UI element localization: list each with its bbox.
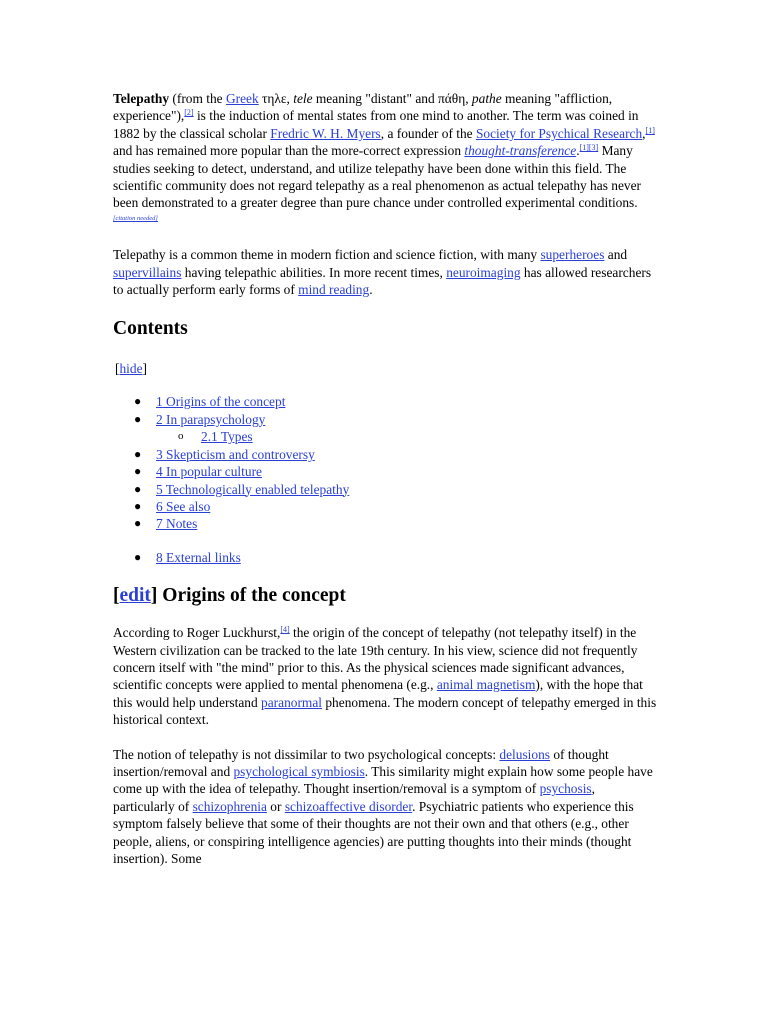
bullet-icon: ● <box>134 464 142 479</box>
reference-1-3[interactable]: [1][3] <box>579 143 599 153</box>
citation-needed[interactable]: [citation needed] <box>113 214 158 222</box>
bullet-icon: ● <box>134 549 142 564</box>
text-run: tele <box>293 91 313 106</box>
text-run: The notion of telepathy is not dissimilar to two psychological concepts: <box>113 746 500 762</box>
link-mind-reading[interactable]: mind reading <box>298 282 370 298</box>
text-run: , <box>642 125 646 141</box>
reference-2[interactable]: [2] <box>184 108 194 118</box>
text-run: , particularly of <box>113 781 596 814</box>
text-run: [ <box>113 585 120 607</box>
section-title: Origins of the concept <box>157 585 346 607</box>
text-run: of thought insertion/removal and <box>113 746 609 779</box>
toc-link-parapsychology[interactable]: 2 In parapsychology <box>156 411 266 427</box>
origins-paragraph-2 <box>113 746 658 868</box>
toc-item <box>134 411 658 428</box>
bullet-icon: ● <box>134 394 142 409</box>
reference-1[interactable]: [1] <box>645 125 655 135</box>
toc-link-notes[interactable]: 7 Notes <box>156 516 198 532</box>
origins-paragraph-1 <box>113 624 658 728</box>
text-run: Many studies seeking to detect, understand, and utilize telepathy have been done within this field. The scientific community does not regard telepathy as a real phenomenon as actual telepathy has never been demonstrated to a greater degree than pure chance under controlled experimental conditions. <box>113 143 641 211</box>
text-run: ), with the hope that this would help understand <box>113 677 643 710</box>
toc-link-technology[interactable]: 5 Technologically enabled telepathy <box>156 481 350 497</box>
text-run: According to Roger Luckhurst, <box>113 625 281 641</box>
link-psychosis[interactable]: psychosis <box>539 781 592 797</box>
text-run: (from the <box>169 91 226 106</box>
link-neuroimaging[interactable]: neuroimaging <box>446 264 521 280</box>
intro-paragraph-2 <box>113 246 658 298</box>
hide-link[interactable]: hide <box>119 361 143 377</box>
text-run: Telepathy is a common theme in modern fiction and science fiction, with many <box>113 247 541 263</box>
toc-item <box>134 446 658 463</box>
text-run: . <box>369 282 373 298</box>
link-psychological-symbiosis[interactable]: psychological symbiosis <box>233 763 365 779</box>
text-run: having telepathic abilities. In more recent times, <box>181 264 447 280</box>
link-spr[interactable]: Society for Psychical Research <box>475 125 643 141</box>
text-run: the origin of the concept of telepathy (not telepathy itself) in the Western civilization can be tracked to the late 19th century. In his view, science did not frequently concern itself with "the mind" prior to this. As the physical sciences made significant advances, scientific concepts were applied to mental phenomena (e.g., <box>113 625 638 693</box>
contents-heading: Contents <box>113 318 188 340</box>
article-body <box>113 90 658 867</box>
toc-link-external-links[interactable]: 8 External links <box>156 549 241 565</box>
text-run: and has remained more popular than the more-correct expression <box>113 143 465 159</box>
text-run: and <box>604 247 628 263</box>
edit-section-link[interactable]: edit <box>119 585 151 607</box>
link-schizophrenia[interactable]: schizophrenia <box>192 798 267 814</box>
text-run: or <box>266 798 285 814</box>
link-superheroes[interactable]: superheroes <box>540 247 605 263</box>
text-run: pathe <box>471 91 502 106</box>
link-greek[interactable]: Greek <box>225 91 259 106</box>
toc-item <box>134 393 658 410</box>
bullet-icon: ● <box>134 446 142 461</box>
toc-item <box>134 481 658 498</box>
bullet-icon: ● <box>134 411 142 426</box>
reference-4[interactable]: [4] <box>280 625 290 635</box>
bullet-icon: ● <box>134 516 142 531</box>
text-run: is the induction of mental states from one mind to another. The term was coined in 1882 by the classical scholar <box>113 108 639 141</box>
text-run: ] <box>150 585 158 607</box>
link-thought-transference[interactable] <box>464 143 576 158</box>
toc-item <box>134 515 658 532</box>
link-animal-magnetism[interactable]: animal magnetism <box>436 677 536 693</box>
toc-item-sub <box>156 428 658 445</box>
text-run: . Psychiatric patients who experience this symptom falsely believe that some of their thoughts are not their own and that others (e.g., other people, aliens, or conspiring intelligence agencies) are putting thoughts into their minds (thought insertion). Some <box>113 798 634 866</box>
text-run: has allowed researchers to actually perform early forms of <box>113 264 652 298</box>
link-schizoaffective-disorder[interactable]: schizoaffective disorder <box>284 798 413 814</box>
toc-hide-toggle <box>113 360 658 377</box>
bullet-icon: ● <box>134 481 142 496</box>
text-run: phenomena. The modern concept of telepathy emerged in this historical context. <box>113 694 657 728</box>
toc-link-popular-culture[interactable]: 4 In popular culture <box>156 464 262 480</box>
link-supervillains[interactable]: supervillains <box>113 264 182 280</box>
link-delusions[interactable]: delusions <box>499 746 550 762</box>
toc-item <box>134 498 658 515</box>
toc-item <box>134 549 658 566</box>
section-heading-origins <box>113 584 658 608</box>
link-paranormal[interactable]: paranormal <box>261 694 323 710</box>
text-run: , a founder of the <box>380 125 476 141</box>
text-run: meaning "distant" and πάθη, <box>312 91 472 106</box>
text-run: . <box>576 143 580 159</box>
sub-bullet-icon: o <box>178 430 184 443</box>
bullet-icon: ● <box>134 498 142 513</box>
text-run: ] <box>142 361 147 377</box>
toc-link-origins[interactable]: 1 Origins of the concept <box>156 394 286 410</box>
text-run: . This similarity might explain how some people have come up with the idea of telepathy. Thought insertion/removal is a symptom of <box>113 763 653 797</box>
table-of-contents <box>113 393 658 566</box>
text-run: τηλε, <box>258 91 294 106</box>
article-term: Telepathy <box>113 91 170 106</box>
link-myers[interactable]: Fredric W. H. Myers <box>270 125 381 141</box>
intro-paragraph-1 <box>113 90 658 229</box>
text-run: thought-transference <box>464 143 577 159</box>
toc-item <box>134 463 658 480</box>
text-run: [ <box>115 361 120 377</box>
text-run: meaning "affliction, experience"), <box>113 91 613 124</box>
toc-link-types[interactable]: 2.1 Types <box>201 429 253 445</box>
toc-link-see-also[interactable]: 6 See also <box>156 498 211 514</box>
toc-link-skepticism[interactable]: 3 Skepticism and controversy <box>156 446 315 462</box>
